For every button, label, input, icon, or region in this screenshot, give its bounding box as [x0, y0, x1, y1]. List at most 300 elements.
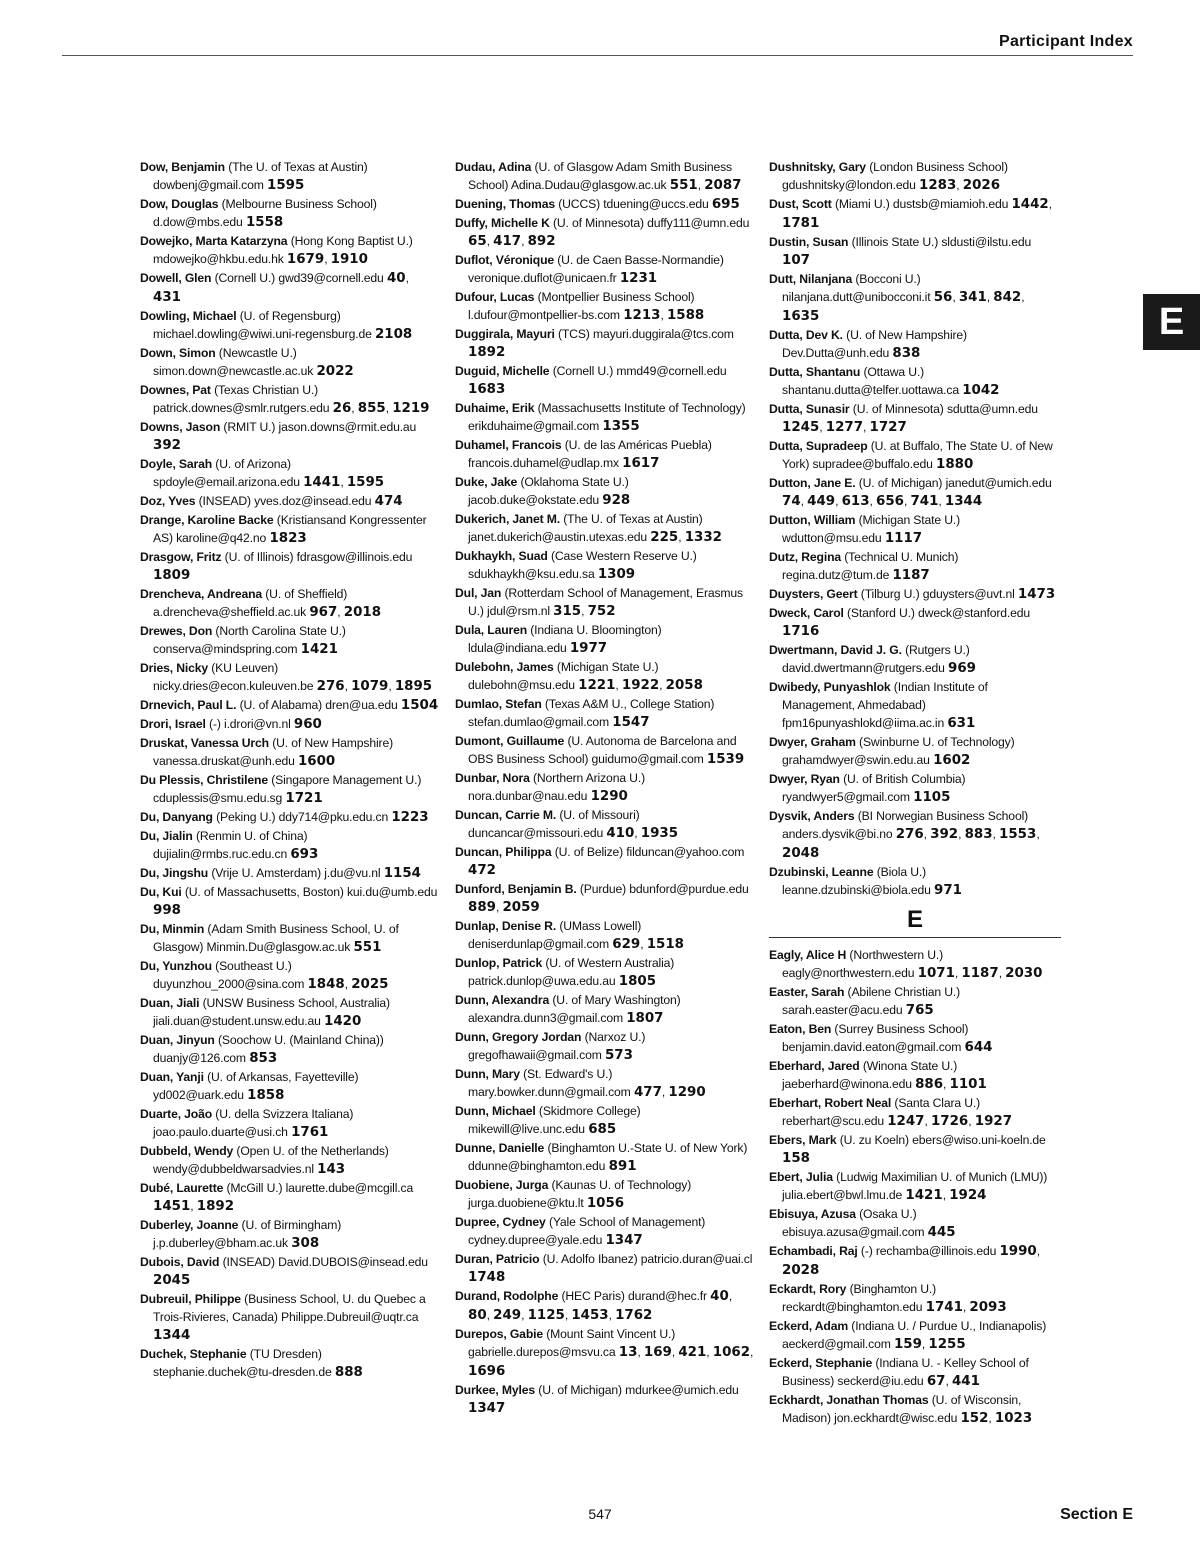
- page-reference: 1071: [917, 966, 955, 981]
- index-entry: [455, 1102, 755, 1139]
- participant-affiliation-email: (Newcastle U.) simon.down@newcastle.ac.uk: [153, 346, 314, 378]
- index-entry: [140, 344, 440, 381]
- page-reference: 2093: [969, 1300, 1007, 1315]
- index-entry: Eckardt, Rory (Binghamton U.) reckardt@binghamton.edu 1741, 2093: [769, 1282, 1007, 1315]
- index-entry: [455, 251, 755, 288]
- participant-name: Duobiene, Jurga: [455, 1178, 549, 1192]
- page-reference: 392: [153, 438, 181, 453]
- participant-name: Doyle, Sarah: [140, 457, 213, 471]
- participant-name: Dumlao, Stefan: [455, 697, 542, 711]
- index-entry: [769, 326, 1061, 363]
- participant-name: Dudau, Adina: [455, 160, 532, 174]
- page-reference: 1255: [928, 1337, 966, 1352]
- section-heading: E: [769, 906, 1061, 938]
- page-reference: 765: [905, 1003, 934, 1018]
- participant-name: Drencheva, Andreana: [140, 587, 263, 601]
- participant-affiliation-email: (Technical U. Munich) regina.dutz@tum.de: [782, 550, 959, 582]
- page-reference: 1277: [825, 420, 864, 435]
- participant-affiliation-email: (Massachusetts Institute of Technology) erikduhaime@gmail.com: [468, 401, 746, 433]
- participant-name: Dushnitsky, Gary: [769, 160, 866, 174]
- index-entry: [769, 437, 1061, 474]
- page-reference: 928: [602, 493, 631, 508]
- page-reference: 2108: [374, 327, 413, 342]
- participant-affiliation-email: (Montpellier Business School) l.dufour@montpellier-bs.com: [468, 290, 695, 322]
- participant-name: Drewes, Don: [140, 624, 213, 638]
- participant-name: Duran, Patricio: [455, 1252, 540, 1266]
- participant-name: Dubois, David: [140, 1255, 220, 1269]
- page-reference: 1809: [153, 568, 191, 583]
- page-reference: 276: [316, 679, 345, 694]
- participant-name: Duncan, Philippa: [455, 845, 552, 859]
- participant-name: Dunn, Alexandra: [455, 993, 550, 1007]
- participant-name: Dunn, Gregory Jordan: [455, 1030, 582, 1044]
- page-reference: 1290: [590, 789, 628, 804]
- page-reference: 1602: [933, 753, 971, 768]
- participant-affiliation-email: (U. of Arizona) spdoyle@email.arizona.edu: [153, 457, 300, 489]
- page-reference: 2018: [343, 605, 382, 620]
- index-entry: Dunford, Benjamin B. (Purdue) bdunford@purdue.edu 889, 2059: [455, 882, 749, 915]
- participant-affiliation-email: (Abilene Christian U.) sarah.easter@acu.edu: [782, 985, 961, 1017]
- participant-affiliation-email: (U. of Western Australia) patrick.dunlop@uwa.edu.au: [468, 956, 675, 988]
- participant-affiliation-email: (Indian Institute of Management, Ahmedabad) fpm16punyashlokd@iima.ac.in: [782, 680, 988, 730]
- participant-affiliation-email: (U. de Caen Basse-Normandie) veronique.duflot@unicaen.fr: [468, 253, 724, 285]
- participant-name: Dutz, Regina: [769, 550, 842, 564]
- participant-name: Eckardt, Rory: [769, 1282, 847, 1296]
- page-reference: 341: [958, 290, 987, 305]
- page-reference: 1762: [615, 1308, 653, 1323]
- page-reference: 474: [374, 494, 403, 509]
- participant-affiliation-email: (Bocconi U.) nilanjana.dutt@unibocconi.it: [782, 272, 931, 304]
- participant-name: Dunn, Mary: [455, 1067, 520, 1081]
- participant-name: Duggirala, Mayuri: [455, 327, 555, 341]
- index-entry: [140, 1142, 440, 1179]
- page-reference: 1539: [706, 752, 745, 767]
- participant-affiliation-email: (Skidmore College) mikewill@live.unc.edu: [468, 1104, 641, 1136]
- index-entry: [140, 1290, 440, 1345]
- participant-name: Dul, Jan: [455, 586, 502, 600]
- page-reference: 656: [876, 494, 904, 509]
- index-entry: Echambadi, Raj (-) rechamba@illinois.edu 1990, 2028: [769, 1244, 1040, 1278]
- page-reference: 417: [493, 234, 522, 249]
- index-entry: [140, 1068, 440, 1105]
- participant-affiliation-email: (Kaunas U. of Technology) jurga.duobiene@ktu.lt: [468, 1178, 692, 1210]
- participant-name: Dutta, Supradeep: [769, 439, 868, 453]
- page-reference: 2030: [1005, 966, 1043, 981]
- index-entry: [140, 827, 440, 864]
- index-entry: Dubé, Laurette (McGill U.) laurette.dube@mcgill.ca 1451, 1892: [140, 1181, 414, 1214]
- participant-name: Dutta, Sunasir: [769, 402, 850, 416]
- index-entry: Dowell, Glen (Cornell U.) gwd39@cornell.edu 40, 431: [140, 271, 409, 305]
- participant-name: Dunlop, Patrick: [455, 956, 543, 970]
- participant-name: Dukerich, Janet M.: [455, 512, 560, 526]
- index-entry: Dukerich, Janet M. (The U. of Texas at Austin) janet.dukerich@austin.utexas.edu 225, 1332: [455, 512, 722, 545]
- participant-name: Dunford, Benjamin B.: [455, 882, 577, 896]
- page-reference: 1344: [153, 1328, 191, 1343]
- participant-name: Duening, Thomas: [455, 197, 555, 211]
- page-reference: 883: [964, 827, 993, 842]
- participant-name: Du, Danyang: [140, 810, 213, 824]
- page-reference: 308: [291, 1236, 320, 1251]
- page-reference: 1727: [869, 420, 907, 435]
- participant-affiliation-email: (U. of New Hampshire) vanessa.druskat@unh.edu: [153, 736, 393, 768]
- participant-name: Du, Kui: [140, 885, 182, 899]
- participant-affiliation-email: (Mount Saint Vincent U.) gabrielle.durepos@msvu.ca: [468, 1327, 676, 1359]
- index-entry: Dutt, Nilanjana (Bocconi U.) nilanjana.dutt@unibocconi.it 56, 341, 842, 1635: [769, 272, 1025, 324]
- participant-name: Eberhard, Jared: [769, 1059, 860, 1073]
- participant-affiliation-email: (Southeast U.) duyunzhou_2000@sina.com: [153, 959, 305, 991]
- participant-affiliation-email: (McGill U.) laurette.dube@mcgill.ca: [226, 1181, 414, 1195]
- index-entry: Eberhart, Robert Neal (Santa Clara U.) reberhart@scu.edu 1247, 1726, 1927: [769, 1096, 1013, 1129]
- page-reference: 967: [309, 605, 338, 620]
- participant-affiliation-email: (Indiana U. / Purdue U., Indianapolis) aeckerd@gmail.com: [782, 1319, 1047, 1351]
- page-reference: 1283: [919, 178, 957, 193]
- index-entry: [769, 863, 1061, 900]
- page-reference: 40: [710, 1289, 729, 1304]
- index-entry: Dudau, Adina (U. of Glasgow Adam Smith Business School) Adina.Dudau@glasgow.ac.uk 551, 2087: [455, 160, 742, 193]
- participant-affiliation-email: (Rutgers U.) david.dwertmann@rutgers.edu: [782, 643, 970, 675]
- page-reference: 1219: [392, 401, 430, 416]
- participant-name: Drange, Karoline Backe: [140, 513, 274, 527]
- index-entry: [769, 733, 1061, 770]
- participant-affiliation-email: (U. at Buffalo, The State U. of New York) supradee@buffalo.edu: [782, 439, 1053, 471]
- page-reference: 1187: [892, 568, 930, 583]
- page-reference: 2087: [704, 178, 742, 193]
- participant-affiliation-email: (Oklahoma State U.) jacob.duke@okstate.edu: [468, 475, 629, 507]
- participant-name: Drasgow, Fritz: [140, 550, 222, 564]
- index-entry: [455, 621, 755, 658]
- participant-affiliation-email: (U. of Minnesota) duffy111@umn.edu: [553, 216, 750, 230]
- participant-name: Eckerd, Stephanie: [769, 1356, 873, 1370]
- index-entry: Eckerd, Adam (Indiana U. / Purdue U., Indianapolis) aeckerd@gmail.com 159, 1255: [769, 1319, 1047, 1352]
- index-column-3: [769, 158, 1061, 1428]
- page-reference: 644: [964, 1040, 993, 1055]
- participant-affiliation-email: (-) rechamba@illinois.edu: [860, 1244, 997, 1258]
- participant-name: Dwyer, Ryan: [769, 772, 840, 786]
- index-entry: Eberhard, Jared (Winona State U.) jaeberhard@winona.edu 886, 1101: [769, 1059, 987, 1092]
- page-reference: 431: [153, 290, 181, 305]
- participant-name: Dunn, Michael: [455, 1104, 536, 1118]
- participant-name: Drori, Israel: [140, 717, 206, 731]
- participant-affiliation-email: (Osaka U.) ebisuya.azusa@gmail.com: [782, 1207, 925, 1239]
- page-reference: 1588: [666, 308, 705, 323]
- page-reference: 1977: [569, 641, 608, 656]
- page-reference: 445: [927, 1225, 956, 1240]
- index-column-1: [140, 158, 440, 1382]
- participant-name: Dweck, Carol: [769, 606, 844, 620]
- participant-name: Down, Simon: [140, 346, 216, 360]
- page-reference: 1721: [285, 791, 323, 806]
- page-reference: 613: [841, 494, 870, 509]
- participant-name: Dries, Nicky: [140, 661, 208, 675]
- page-reference: 1595: [346, 475, 385, 490]
- participant-name: Dula, Lauren: [455, 623, 528, 637]
- page-reference: 1473: [1017, 587, 1056, 602]
- index-entry: [769, 548, 1061, 585]
- page-reference: 1927: [974, 1114, 1013, 1129]
- participant-affiliation-email: (TU Dresden) stephanie.duchek@tu-dresden.de: [153, 1347, 332, 1379]
- index-entry: [140, 883, 440, 920]
- index-entry: [140, 195, 440, 232]
- page-reference: 1547: [612, 715, 650, 730]
- participant-affiliation-email: (Santa Clara U.) reberhart@scu.edu: [782, 1096, 981, 1128]
- participant-affiliation-email: (Cornell U.) mmd49@cornell.edu: [552, 364, 727, 378]
- page-reference: 1453: [571, 1308, 609, 1323]
- page-reference: 1504: [400, 698, 439, 713]
- participant-affiliation-email: (Stanford U.) dweck@stanford.edu: [847, 606, 1031, 620]
- index-entry: [769, 233, 1061, 270]
- page-reference: 1421: [300, 642, 338, 657]
- page-reference: 853: [249, 1051, 278, 1066]
- index-entry: [769, 678, 1061, 733]
- index-entry: [769, 1131, 1061, 1168]
- participant-name: Dumont, Guillaume: [455, 734, 565, 748]
- participant-affiliation-email: (Northwestern U.) eagly@northwestern.edu: [782, 948, 944, 980]
- index-entry: [455, 195, 755, 214]
- participant-affiliation-email: (U. of Alabama) dren@ua.edu: [239, 698, 398, 712]
- page-reference: 889: [468, 900, 496, 915]
- page-reference: 26: [332, 401, 352, 416]
- participant-name: Easter, Sarah: [769, 985, 845, 999]
- participant-name: Ebers, Mark: [769, 1133, 837, 1147]
- index-entry: [140, 864, 440, 883]
- participant-affiliation-email: (Biola U.) leanne.dzubinski@biola.edu: [782, 865, 931, 897]
- index-entry: [455, 473, 755, 510]
- page-reference: 888: [334, 1365, 363, 1380]
- page-reference: 13: [618, 1345, 638, 1360]
- page-reference: 551: [353, 940, 382, 955]
- participant-name: Duflot, Véronique: [455, 253, 555, 267]
- page-reference: 1187: [961, 966, 999, 981]
- page-reference: 886: [915, 1077, 944, 1092]
- index-entry: [140, 158, 440, 195]
- participant-affiliation-email: (INSEAD) yves.doz@insead.edu: [198, 494, 372, 508]
- participant-affiliation-email: (Soochow U. (Mainland China)) duanjy@126.com: [153, 1033, 384, 1065]
- page-reference: 960: [293, 717, 322, 732]
- participant-affiliation-email: (U. of New Hampshire) Dev.Dutta@unh.edu: [782, 328, 967, 360]
- index-entry: [140, 1216, 440, 1253]
- participant-name: Dwertmann, David J. G.: [769, 643, 902, 657]
- index-entry: Dust, Scott (Miami U.) dustsb@miamioh.edu 1442, 1781: [769, 197, 1052, 231]
- participant-affiliation-email: (U. of Illinois) fdrasgow@illinois.edu: [224, 550, 413, 564]
- participant-affiliation-email: (Ludwig Maximilian U. of Munich (LMU)) julia.ebert@bwl.lmu.de: [782, 1170, 1048, 1202]
- participant-affiliation-email: (U. of Glasgow Adam Smith Business School) Adina.Dudau@glasgow.ac.uk: [468, 160, 732, 192]
- page-reference: 1696: [468, 1364, 506, 1379]
- page-reference: 159: [893, 1337, 922, 1352]
- page-reference: 1213: [623, 308, 661, 323]
- index-entry: Dufour, Lucas (Montpellier Business School) l.dufour@montpellier-bs.com 1213, 1588: [455, 290, 705, 323]
- participant-name: Dow, Douglas: [140, 197, 219, 211]
- page-reference: 1042: [962, 383, 1000, 398]
- index-entry: [140, 920, 440, 957]
- page-reference: 1101: [949, 1077, 987, 1092]
- page-reference: 1741: [925, 1300, 963, 1315]
- index-entry: [455, 1381, 755, 1418]
- index-entry: [140, 511, 440, 548]
- participant-affiliation-email: (U. of Sheffield) a.drencheva@sheffield.ac.uk: [153, 587, 348, 619]
- participant-affiliation-email: (Adam Smith Business School, U. of Glasgow) Minmin.Du@glasgow.ac.uk: [153, 922, 399, 954]
- index-entry: [769, 1205, 1061, 1242]
- index-entry: [769, 1020, 1061, 1057]
- participant-affiliation-email: (INSEAD) David.DUBOIS@insead.edu: [222, 1255, 428, 1269]
- index-entry: Duffy, Michelle K (U. of Minnesota) duffy111@umn.edu 65, 417, 892: [455, 216, 750, 249]
- participant-affiliation-email: (UNSW Business School, Australia) jiali.duan@student.unsw.edu.au: [153, 996, 390, 1028]
- participant-affiliation-email: (Michigan State U.) dulebohn@msu.edu: [468, 660, 659, 692]
- index-entry: Duncan, Carrie M. (U. of Missouri) duncancar@missouri.edu 410, 1935: [455, 808, 679, 841]
- index-entry: [140, 307, 440, 344]
- index-entry: [769, 770, 1061, 807]
- participant-name: Duncan, Carrie M.: [455, 808, 557, 822]
- index-entry: [140, 1031, 440, 1068]
- participant-name: Duguid, Michelle: [455, 364, 550, 378]
- page-reference: 169: [643, 1345, 672, 1360]
- page-reference: 971: [934, 883, 962, 898]
- page-reference: 2025: [351, 977, 389, 992]
- participant-affiliation-email: (Open U. of the Netherlands) wendy@dubbeldwarsadvies.nl: [153, 1144, 389, 1176]
- participant-name: Eaton, Ben: [769, 1022, 832, 1036]
- participant-name: Duan, Jinyun: [140, 1033, 215, 1047]
- page-reference: 1880: [936, 457, 974, 472]
- page-reference: 1781: [782, 216, 820, 231]
- page-reference: 74: [782, 494, 801, 509]
- page-reference: 152: [960, 1411, 989, 1426]
- page-reference: 276: [895, 827, 924, 842]
- page-reference: 1848: [307, 977, 345, 992]
- participant-name: Dutta, Shantanu: [769, 365, 861, 379]
- participant-affiliation-email: (Texas A&M U., College Station) stefan.dumlao@gmail.com: [468, 697, 715, 729]
- participant-affiliation-email: (Miami U.) dustsb@miamioh.edu: [834, 197, 1009, 211]
- page-reference: 1309: [597, 567, 636, 582]
- page-reference: 1441: [303, 475, 341, 490]
- index-entry: [140, 994, 440, 1031]
- participant-affiliation-email: (Purdue) bdunford@purdue.edu: [579, 882, 749, 896]
- participant-affiliation-email: (Binghamton U.) reckardt@binghamton.edu: [782, 1282, 937, 1314]
- page-reference: 1245: [782, 420, 820, 435]
- page-reference: 1442: [1011, 197, 1049, 212]
- page-reference: 1635: [782, 309, 820, 324]
- participant-name: Dust, Scott: [769, 197, 832, 211]
- page-reference: 1617: [622, 456, 660, 471]
- page-reference: 1247: [887, 1114, 925, 1129]
- participant-affiliation-email: (Kristiansand Kongressenter AS) karoline@q42.no: [153, 513, 427, 545]
- participant-name: Du, Yunzhou: [140, 959, 212, 973]
- participant-name: Downs, Jason: [140, 420, 221, 434]
- page-reference: 1347: [468, 1401, 506, 1416]
- participant-name: Dutt, Nilanjana: [769, 272, 853, 286]
- participant-affiliation-email: (Hong Kong Baptist U.) mdowejko@hkbu.edu.hk: [153, 234, 413, 266]
- participant-affiliation-email: (UCCS) tduening@uccs.edu: [558, 197, 709, 211]
- index-entry: [140, 715, 440, 734]
- participant-name: Dupree, Cydney: [455, 1215, 546, 1229]
- page-reference: 842: [993, 290, 1022, 305]
- page-reference: 1858: [247, 1088, 285, 1103]
- page-reference: 472: [468, 863, 496, 878]
- participant-affiliation-email: (U. of Mary Washington) alexandra.dunn3@gmail.com: [468, 993, 681, 1025]
- page-reference: 410: [606, 826, 635, 841]
- header-rule: [62, 55, 1133, 56]
- page-reference: 631: [947, 716, 976, 731]
- participant-affiliation-email: (RMIT U.) jason.downs@rmit.edu.au: [223, 420, 417, 434]
- index-entry: [455, 1028, 755, 1065]
- index-entry: Eagly, Alice H (Northwestern U.) eagly@northwestern.edu 1071, 1187, 2030: [769, 948, 1043, 981]
- index-entry: [455, 954, 755, 991]
- index-entry: [140, 1253, 440, 1290]
- page-reference: 2026: [962, 178, 1001, 193]
- index-entry: [455, 732, 755, 769]
- participant-name: Dowell, Glen: [140, 271, 212, 285]
- participant-name: Druskat, Vanessa Urch: [140, 736, 269, 750]
- index-entry: [140, 696, 440, 715]
- participant-affiliation-email: (U. of Missouri) duncancar@missouri.edu: [468, 808, 640, 840]
- participant-affiliation-email: (U. of Arkansas, Fayetteville) yd002@uark.edu: [153, 1070, 359, 1102]
- page-reference: 1451: [153, 1199, 191, 1214]
- participant-affiliation-email: (U. Autonoma de Barcelona and OBS Business School) guidumo@gmail.com: [468, 734, 737, 766]
- participant-affiliation-email: (U. of Wisconsin, Madison) jon.eckhardt@wisc.edu: [782, 1393, 1022, 1425]
- participant-affiliation-email: (U. of Birmingham) j.p.duberley@bham.ac.uk: [153, 1218, 342, 1250]
- page-reference: 225: [650, 530, 679, 545]
- index-entry: Dunlap, Denise R. (UMass Lowell) deniserdunlap@gmail.com 629, 1518: [455, 919, 684, 952]
- index-entry: [769, 511, 1061, 548]
- participant-name: Du Plessis, Christilene: [140, 773, 268, 787]
- index-entry: [455, 843, 755, 880]
- page-reference: 629: [612, 937, 641, 952]
- participant-name: Eckerd, Adam: [769, 1319, 849, 1333]
- page-reference: 551: [669, 178, 698, 193]
- index-entry: [455, 547, 755, 584]
- participant-name: Durepos, Gabie: [455, 1327, 543, 1341]
- page-reference: 685: [588, 1122, 617, 1137]
- page-reference: 80: [468, 1308, 487, 1323]
- page-reference: 1922: [621, 678, 660, 693]
- participant-name: Doz, Yves: [140, 494, 196, 508]
- index-entry: [769, 983, 1061, 1020]
- index-entry: Dul, Jan (Rotterdam School of Management, Erasmus U.) jdul@rsm.nl 315, 752: [455, 586, 744, 619]
- index-entry: Drencheva, Andreana (U. of Sheffield) a.drencheva@sheffield.ac.uk 967, 2018: [140, 587, 382, 620]
- index-entry: [140, 1345, 440, 1382]
- participant-name: Duke, Jake: [455, 475, 518, 489]
- page-reference: 449: [807, 494, 836, 509]
- header-title: Participant Index: [998, 33, 1133, 50]
- page-reference: 1420: [324, 1014, 362, 1029]
- page-reference: 693: [290, 847, 319, 862]
- index-entry: [455, 991, 755, 1028]
- participant-affiliation-email: (KU Leuven) nicky.dries@econ.kuleuven.be: [153, 661, 314, 693]
- page-reference: 1895: [394, 679, 433, 694]
- page-reference: 2058: [665, 678, 703, 693]
- index-entry: Dutton, Jane E. (U. of Michigan) janedut@umich.edu 74, 449, 613, 656, 741, 1344: [769, 476, 1052, 509]
- index-column-2: [455, 158, 755, 1418]
- index-entry: [140, 622, 440, 659]
- participant-affiliation-email: (Texas Christian U.) patrick.downes@smlr.rutgers.edu: [153, 383, 330, 415]
- index-entry: [455, 1250, 755, 1287]
- index-entry: Dushnitsky, Gary (London Business School) gdushnitsky@london.edu 1283, 2026: [769, 160, 1008, 193]
- participant-name: Durand, Rodolphe: [455, 1289, 559, 1303]
- page-reference: 1679: [286, 252, 325, 267]
- page-reference: 1223: [391, 810, 429, 825]
- index-entry: Eckhardt, Jonathan Thomas (U. of Wisconsin, Madison) jon.eckhardt@wisc.edu 152, 1023: [769, 1393, 1033, 1426]
- page-reference: 1154: [383, 866, 422, 881]
- page-reference: 1518: [646, 937, 684, 952]
- page-reference: 969: [948, 661, 976, 676]
- participant-affiliation-email: (U. de las Américas Puebla) francois.duhamel@udlap.mx: [468, 438, 712, 470]
- participant-affiliation-email: (Rotterdam School of Management, Erasmus U.) jdul@rsm.nl: [468, 586, 744, 618]
- participant-affiliation-email: (U. of British Columbia) ryandwyer5@gmail.com: [782, 772, 966, 804]
- index-entry: [455, 695, 755, 732]
- page-reference: 392: [930, 827, 959, 842]
- page-reference: 2048: [782, 846, 820, 861]
- participant-name: Dubreuil, Philippe: [140, 1292, 241, 1306]
- participant-affiliation-email: (Singapore Management U.) cduplessis@smu.edu.sg: [153, 773, 422, 805]
- participant-name: Du, Minmin: [140, 922, 205, 936]
